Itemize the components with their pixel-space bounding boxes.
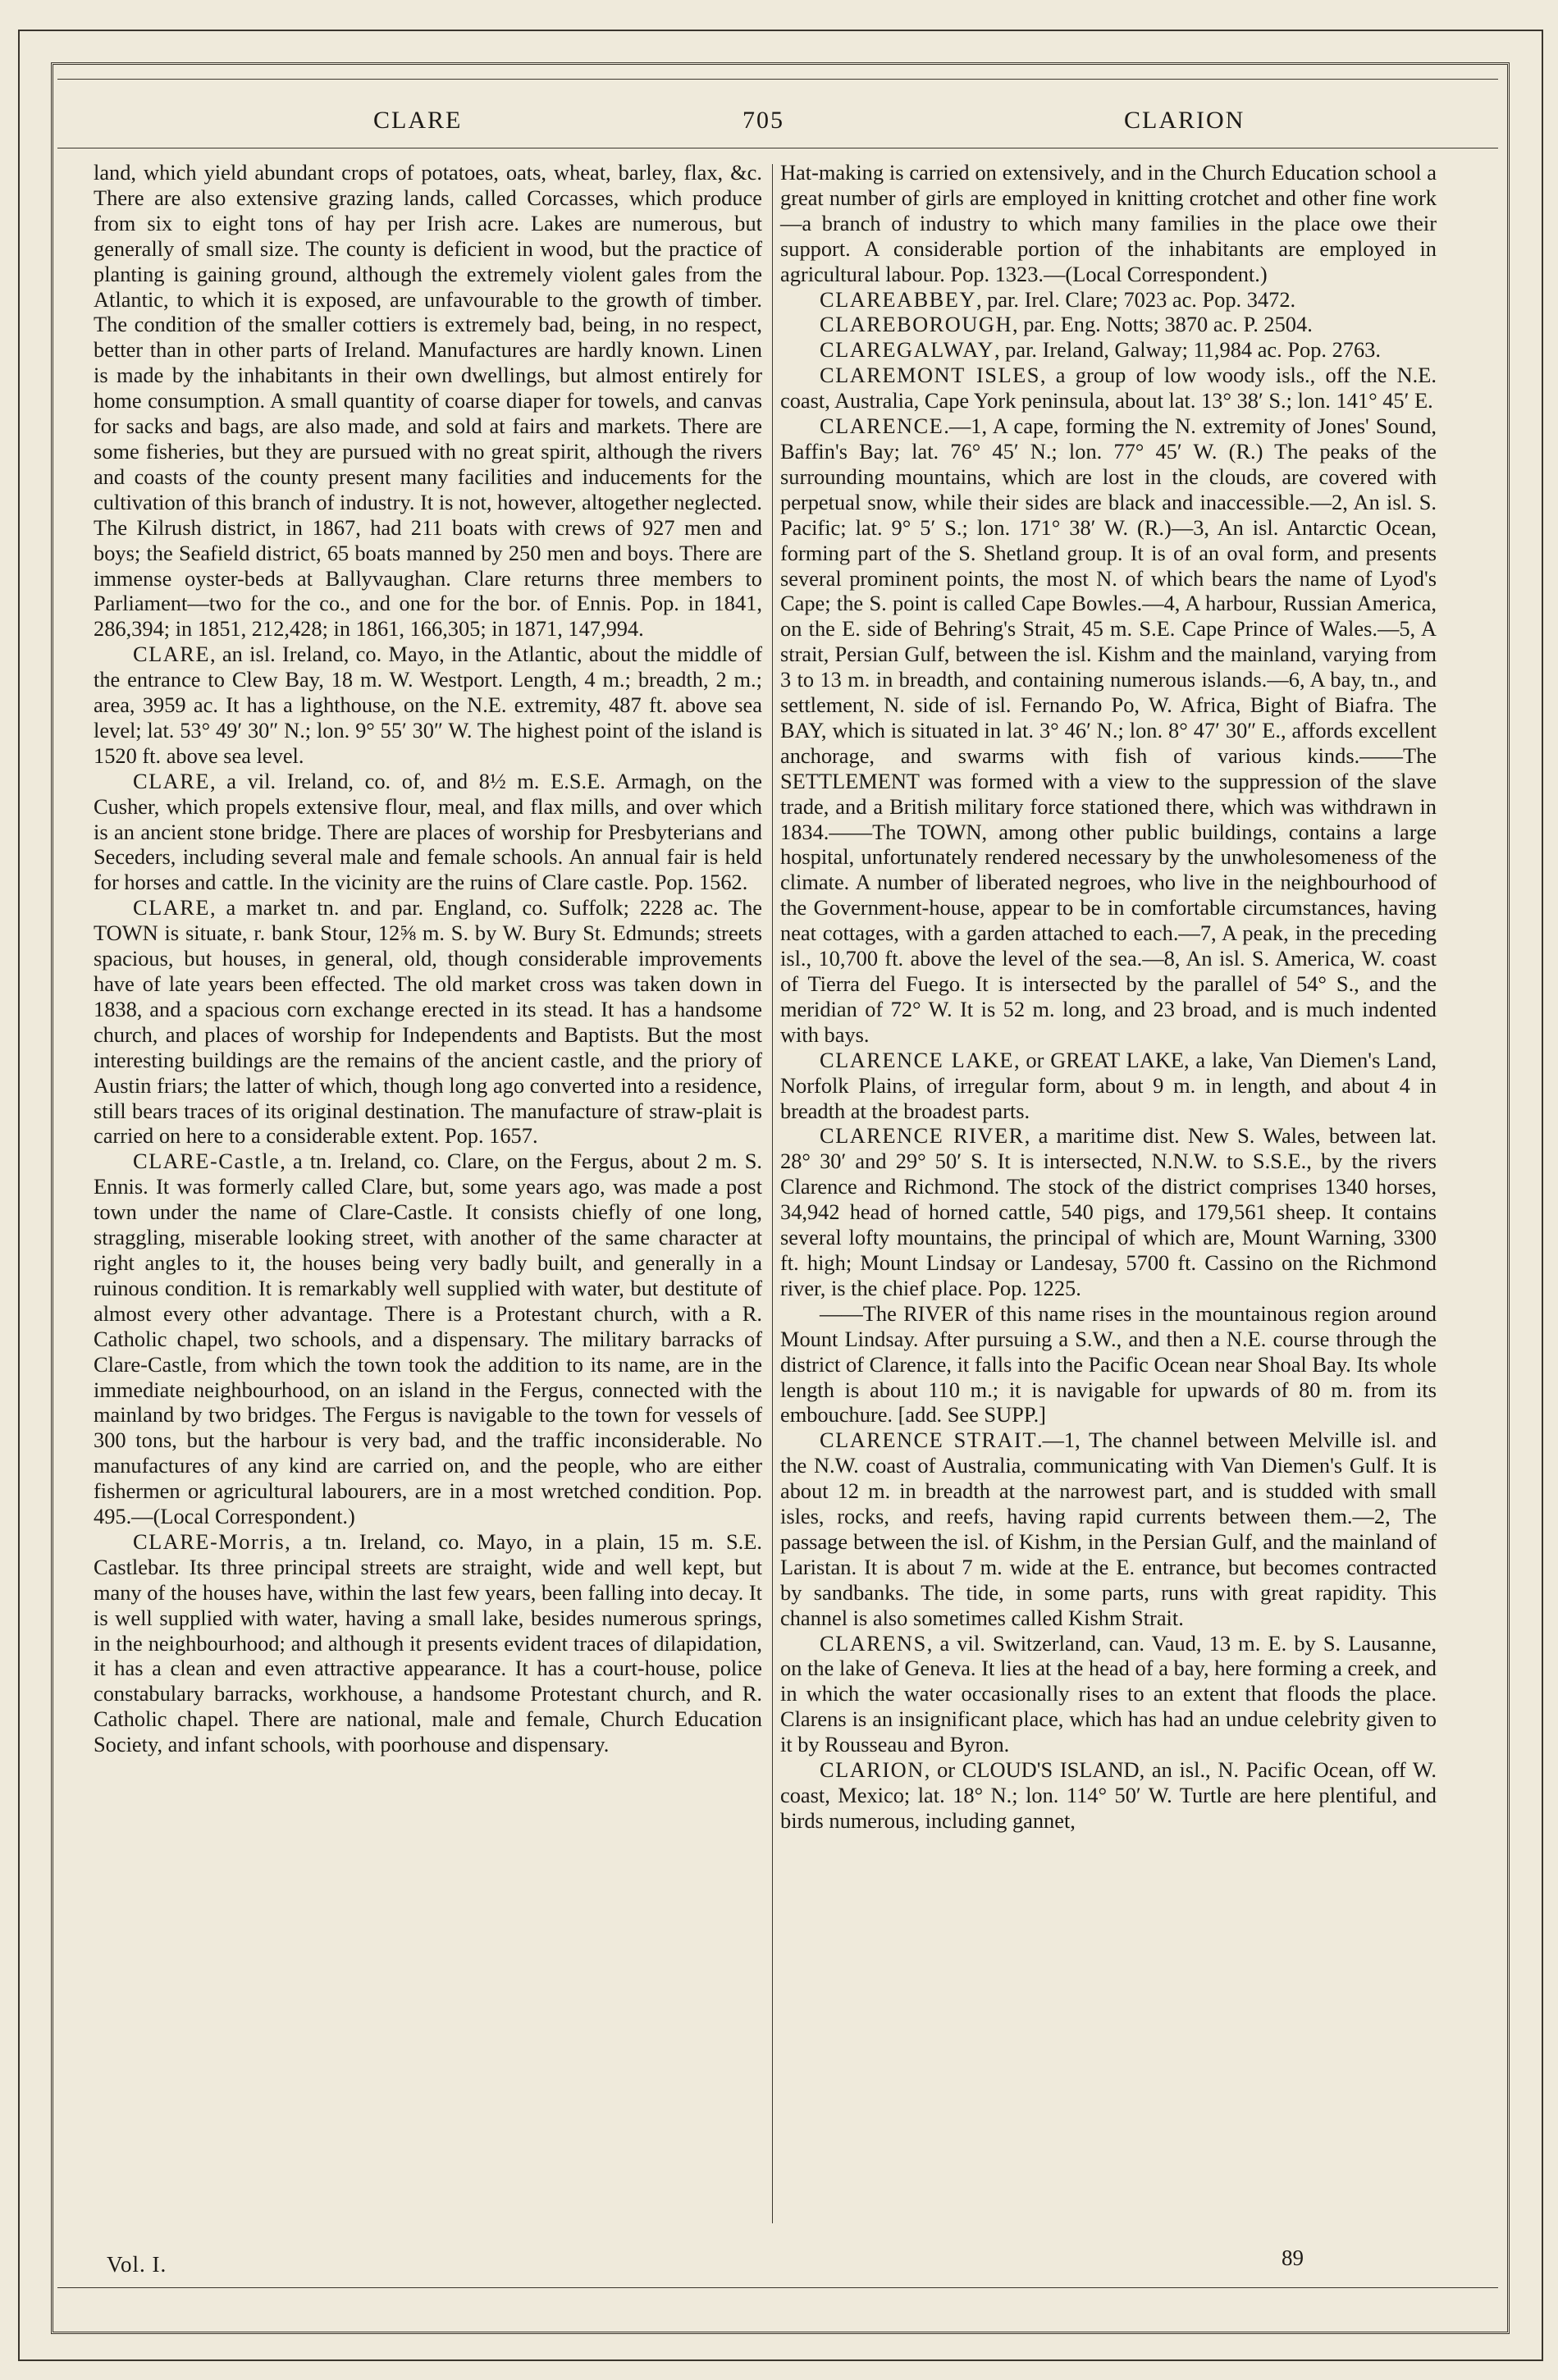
entry-body: , a tn. Ireland, co. Clare, on the Fergus, about 2 m. S. Ennis. It was formerly called Clare, but, some years ago, was made a post town under the name of Clare-Castle. It consists chiefly of one long, straggling, miserable looking street, with another of the same character at right angles to it, the houses being very badly built, and generally in a ruinous condition. It is remarkably well supplied with water, but destitute of almost every other advantage. There is a Protestant church, with a R. Catholic chapel, two schools, and a dispensary. The military barracks of Clare-Castle, from which the town took the addition to its name, are in the immediate neighbourhood, on an island in the Fergus, connected with the mainland by two bridges. The Fergus is navigable to the town for vessels of 300 tons, but the harbour is very bad, and the traffic inconsiderable. No manufactures of any kind are carried on, and the people, who are either fishermen or agricultural labourers, are in a most wretched condition. Pop. 495.—(Local Correspondent.) bbox=[94, 1149, 762, 1529]
gazetteer-entry bbox=[94, 1149, 762, 1529]
entry-text bbox=[94, 160, 762, 642]
entry-headword: CLARENS bbox=[820, 1630, 927, 1656]
entry-body: , a vil. Switzerland, can. Vaud, 13 m. E. by S. Lausanne, on the lake of Geneva. It lies at the head of a bay, here forming a creek, and in which the water occasionally rises to an extent that floods the place. Clarens is an insignificant place, which has had an undue celebrity given to it by Rousseau and Byron. bbox=[780, 1630, 1437, 1757]
header-left-word: CLARE bbox=[373, 107, 463, 134]
entry-headword: CLAREBOROUGH bbox=[820, 312, 1013, 337]
gazetteer-entry bbox=[780, 1428, 1437, 1630]
entry-body: Hat-making is carried on extensively, and in the Church Education school a great number of girls are employed in knitting crotchet and other fine work—a branch of industry to which many families in the place owe their support. A considerable portion of the inhabitants are employed in agricultural labour. Pop. 1323.—(Local Correspondent.) bbox=[780, 160, 1437, 286]
entry-body: , par. Irel. Clare; 7023 ac. Pop. 3472. bbox=[975, 286, 1296, 312]
entry-headword: CLAREGALWAY bbox=[820, 337, 994, 363]
entry-body: .—1, The channel between Melville isl. and the N.W. coast of Australia, communicating with Van Diemen's Gulf. It is about 12 m. in breadth at the narrowest part, and is studded with small isles, rocks, and reefs, having rapid currents between them.—2, The passage between the isl. of Kishm, in the Persian Gulf, and the mainland of Laristan. It is about 7 m. wide at the E. entrance, but becomes contracted by sandbanks. The tide, in some parts, runs with great rapidity. This channel is also sometimes called Kishm Strait. bbox=[780, 1428, 1437, 1630]
entry-headword: CLARION bbox=[820, 1757, 925, 1783]
entry-body: , a tn. Ireland, co. Mayo, in a plain, 15 m. S.E. Castlebar. Its three principal streets are straight, wide and well kept, but many of the houses have, within the last few years, been falling into decay. It is well supplied with water, having a small lake, besides numerous springs, in the neighbourhood; and although it presents evident traces of dilapidation, it has a clean and even attractive appearance. It has a court-house, police constabulary barracks, workhouse, a handsome Protestant church, and R. Catholic chapel. There are national, male and female, Church Education Society, and infant schools, with poorhouse and dispensary. bbox=[94, 1528, 762, 1757]
gazetteer-entry bbox=[780, 337, 1437, 363]
entry-text bbox=[780, 160, 1437, 287]
top-rule bbox=[57, 79, 1498, 80]
entry-headword: CLARE-Morris bbox=[133, 1528, 286, 1554]
header-right-word: CLARION bbox=[1124, 107, 1245, 134]
entry-headword: CLAREABBEY bbox=[820, 286, 976, 312]
entry-body: , a market tn. and par. England, co. Suffolk; 2228 ac. The TOWN is situate, r. bank Stour, 12⅝ m. S. by W. Bury St. Edmunds; streets spacious, but houses, in general, old, though considerable improvements have of late years been effected. The old market cross was taken down in 1838, and a spacious corn exchange erected in its stead. It has a handsome church, and places of worship for Independents and Baptists. But the most interesting buildings are the remains of the ancient castle, and the priory of Austin friars; the latter of which, though long ago converted into a residence, still bears traces of its original destination. The manufacture of straw-plait is carried on here to a considerable extent. Pop. 1657. bbox=[94, 895, 762, 1149]
gazetteer-entry bbox=[94, 1529, 762, 1757]
right-column bbox=[780, 160, 1437, 1834]
gazetteer-entry bbox=[94, 769, 762, 896]
entry-body: , a vil. Ireland, co. of, and 8½ m. E.S.E. Armagh, on the Cusher, which propels extensive flour, meal, and flax mills, and over which is an ancient stone bridge. There are places of worship for Presbyterians and Seceders, including several male and female schools. An annual fair is held for horses and cattle. In the vicinity are the ruins of Clare castle. Pop. 1562. bbox=[94, 768, 762, 895]
entry-headword: CLAREMONT ISLES bbox=[820, 363, 1040, 388]
entry-body: , or CLOUD'S ISLAND, an isl., N. Pacific Ocean, off W. coast, Mexico; lat. 18° N.; lon. 114° 50′ W. Turtle are here plentiful, and birds numerous, including gannet, bbox=[780, 1757, 1437, 1833]
left-column bbox=[94, 160, 762, 1757]
entry-body: , or GREAT LAKE, a lake, Van Diemen's Land, Norfolk Plains, of irregular form, about 9 m. in length, and about 4 in breadth at the broadest parts. bbox=[780, 1047, 1437, 1123]
entry-headword: CLARE bbox=[133, 768, 211, 793]
gazetteer-entry bbox=[780, 1757, 1437, 1834]
signature-mark: 89 bbox=[1282, 2245, 1304, 2270]
entry-body: ——The RIVER of this name rises in the mountainous region around Mount Lindsay. After pursuing a S.W., and then a N.E. course through the district of Clarence, it falls into the Pacific Ocean near Shoal Bay. Its whole length is about 110 m.; it is navigable for upwards of 80 m. from its embouchure. [add. See SUPP.] bbox=[780, 1300, 1437, 1428]
entry-headword: CLARENCE STRAIT bbox=[820, 1428, 1037, 1453]
gazetteer-entry bbox=[780, 1123, 1437, 1300]
entry-headword: CLARE bbox=[133, 895, 211, 920]
entry-body: , an isl. Ireland, co. Mayo, in the Atlantic, about the middle of the entrance to Clew Bay, 18 m. W. Westport. Length, 4 m.; breadth, 2 m.; area, 3959 ac. It has a lighthouse, on the N.E. extremity, 487 ft. above sea level; lat. 53° 49′ 30″ N.; lon. 9° 55′ 30″ W. The highest point of the island is 1520 ft. above sea level. bbox=[94, 642, 762, 768]
entry-body: , a maritime dist. New S. Wales, between lat. 28° 30′ and 29° 50′ S. It is intersected, N.N.W. to S.S.E., by the rivers Clarence and Richmond. The stock of the district comprises 1340 horses, 34,942 head of horned cattle, 540 pigs, and 179,561 sheep. It contains several lofty mountains, the principal of which are, Mount Warning, 3300 ft. high; Mount Lindsay or Landesay, 5700 ft. Cassino on the Richmond river, is the chief place. Pop. 1225. bbox=[780, 1123, 1437, 1300]
volume-label: Vol. I. bbox=[107, 2252, 167, 2277]
gazetteer-entry bbox=[94, 895, 762, 1149]
entry-headword: CLARENCE LAKE bbox=[820, 1047, 1014, 1072]
entry-body: , a group of low woody isls., off the N.E. coast, Australia, Cape York peninsula, about lat. 13° 38′ S.; lon. 141° 45′ E. bbox=[780, 363, 1437, 413]
gazetteer-entry bbox=[780, 287, 1437, 313]
entry-body: , par. Ireland, Galway; 11,984 ac. Pop. 2763. bbox=[994, 337, 1381, 363]
gazetteer-entry bbox=[780, 312, 1437, 337]
column-divider bbox=[772, 164, 773, 2223]
entry-headword: CLARE-Castle bbox=[133, 1149, 281, 1174]
entry-headword: CLARENCE RIVER bbox=[820, 1123, 1025, 1149]
gazetteer-entry bbox=[780, 413, 1437, 1048]
entry-body: , par. Eng. Notts; 3870 ac. P. 2504. bbox=[1012, 312, 1313, 337]
gazetteer-entry bbox=[780, 1631, 1437, 1758]
entry-body: land, which yield abundant crops of potatoes, oats, wheat, barley, flax, &c. There are also extensive grazing lands, called Corcasses, which produce from six to eight tons of hay per Irish acre. Lakes are numerous, but generally of small size. The county is deficient in wood, but the practice of planting is gaining ground, although the extremely violent gales from the Atlantic, to which it is exposed, are unfavourable to the growth of timber. The condition of the smaller cottiers is extremely bad, being, in no respect, better than in other parts of Ireland. Manufactures are hardly known. Linen is made by the inhabitants in their own dwellings, but almost entirely for home consumption. A small quantity of coarse diaper for towels, and canvas for sacks and bags, are also made, and sold at fairs and markets. There are some fisheries, but they are pursued with no great spirit, although the rivers and coasts of the county present many facilities and inducements for the cultivation of this branch of industry. It is not, however, altogether neglected. The Kilrush district, in 1867, had 211 boats with crews of 927 men and boys; the Seafield district, 65 boats manned by 250 men and boys. There are immense oyster-beds at Ballyvaughan. Clare returns three members to Parliament—two for the co., and one for the bor. of Ennis. Pop. in 1841, 286,394; in 1851, 212,428; in 1861, 166,305; in 1871, 147,994. bbox=[94, 160, 762, 642]
gazetteer-entry bbox=[94, 642, 762, 769]
bottom-rule bbox=[57, 2287, 1498, 2288]
gazetteer-entry bbox=[780, 363, 1437, 413]
page-number: 705 bbox=[742, 107, 784, 134]
running-header bbox=[78, 97, 1481, 146]
gazetteer-entry bbox=[780, 1048, 1437, 1124]
entry-headword: CLARE bbox=[133, 642, 211, 667]
entry-text bbox=[780, 1301, 1437, 1428]
entry-headword: CLARENCE bbox=[820, 413, 944, 439]
entry-body: .—1, A cape, forming the N. extremity of Jones' Sound, Baffin's Bay; lat. 76° 45′ N.; lon. 77° 45′ W. (R.) The peaks of the surrounding mountains, which are lost in the clouds, are covered with perpetual snow, while their sides are black and inaccessible.—2, An isl. S. Pacific; lat. 9° 5′ S.; lon. 171° 38′ W. (R.)—3, An isl. Antarctic Ocean, forming part of the S. Shetland group. It is of an oval form, and presents several prominent points, the most N. of which bears the name of Lyod's Cape; the S. point is called Cape Bowles.—4, A harbour, Russian America, on the E. side of Behring's Strait, 45 m. S.E. Cape Prince of Wales.—5, A strait, Persian Gulf, between the isl. Kishm and the mainland, varying from 3 to 13 m. in breadth, and containing numerous islands.—6, A bay, tn., and settlement, N. side of isl. Fernando Po, W. Africa, Bight of Biafra. The BAY, which is situated in lat. 3° 46′ N.; lon. 8° 47′ 30″ E., affords excellent anchorage, and swarms with fish of various kinds.——The SETTLEMENT was formed with a view to the suppression of the slave trade, and a British military force stationed there, which was withdrawn in 1834.——The TOWN, among other public buildings, contains a large hospital, unfortunately rendered necessary by the unwholesomeness of the climate. A number of liberated negroes, who live in the neighbourhood of the Government-house, appear to be in comfortable circumstances, having neat cottages, with a garden attached to each.—7, A peak, in the preceding isl., 10,700 ft. above the level of the sea.—8, An isl. S. America, W. coast of Tierra del Fuego. It is intersected by the parallel of 54° S., and the meridian of 72° W. It is 52 m. long, and 23 broad, and is much indented with bays. bbox=[780, 413, 1437, 1047]
